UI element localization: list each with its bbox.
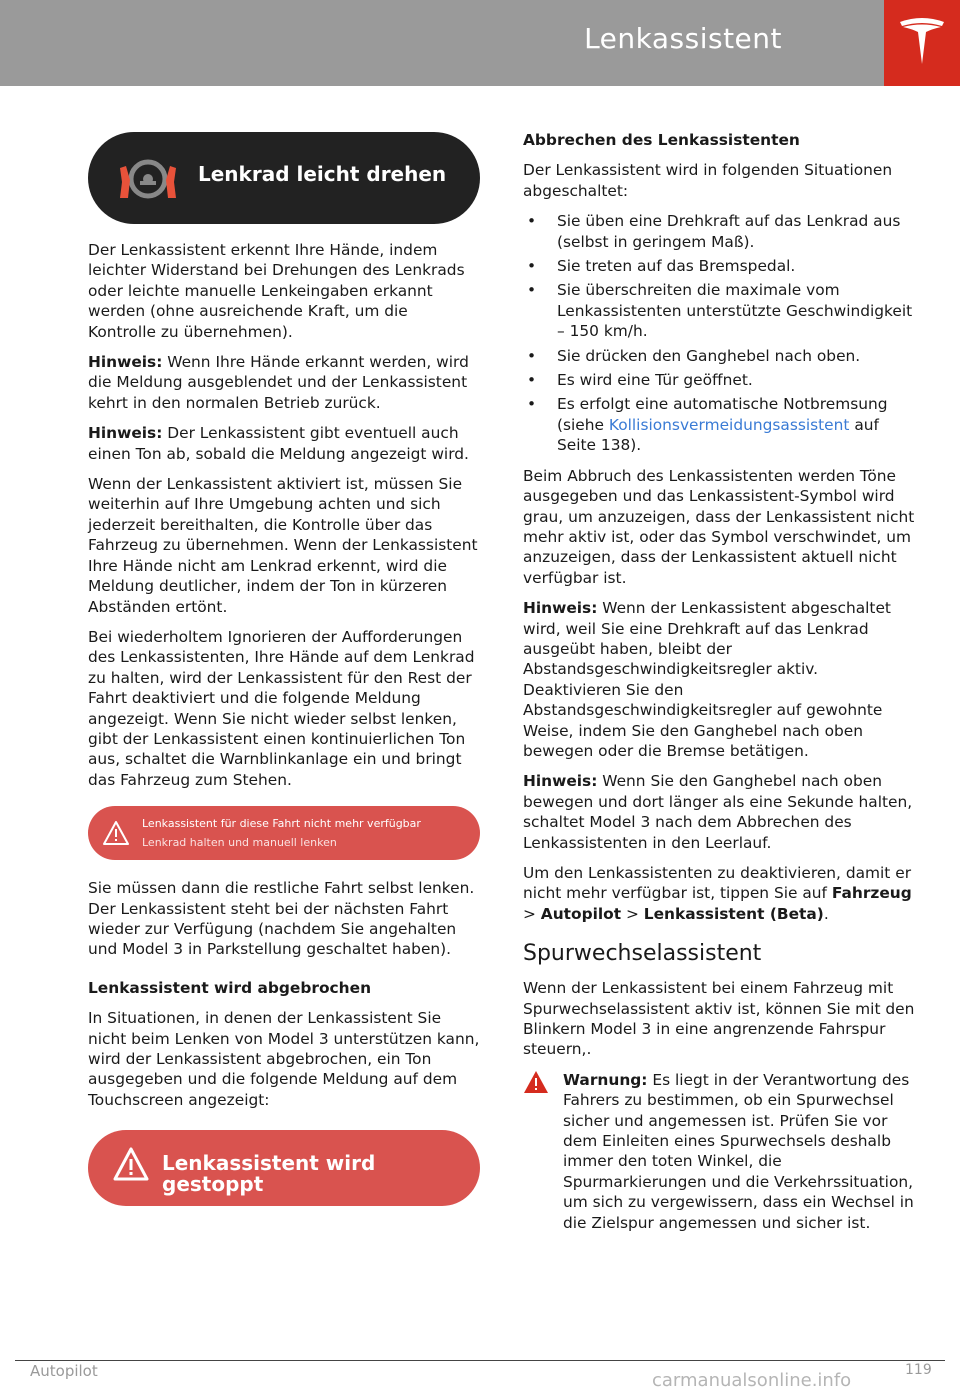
warning-triangle-icon xyxy=(112,1146,150,1182)
paragraph: In Situationen, in denen der Lenkassistent Sie nicht beim Lenken von Model 3 unterstützen kann, wird der Lenkassistent abgebrochen, ein Ton ausgegeben und die folgende Meldung auf dem Touchscreen angezeigt: xyxy=(88,1009,480,1109)
footer-section: Autopilot xyxy=(30,1362,98,1380)
left-column xyxy=(88,120,480,1206)
hands-on-wheel-banner xyxy=(88,132,480,224)
warning-triangle-icon xyxy=(102,820,130,846)
path-separator: > xyxy=(621,904,644,923)
menu-path-autopilot: Autopilot xyxy=(540,904,622,923)
paragraph: Sie müssen dann die restliche Fahrt selbst lenken. Der Lenkassistent steht bei der nächsten Fahrt wieder zur Verfügung (nachdem Sie angehalten und Model 3 in Parkstellung geschaltet haben). xyxy=(88,879,475,959)
subheading: Abbrechen des Lenkassistenten xyxy=(523,131,800,149)
banner-red-text: Lenkassistent wird gestoppt xyxy=(162,1151,376,1196)
menu-path-autosteer: Lenkassistent (Beta) xyxy=(643,904,824,923)
right-column xyxy=(523,120,915,1233)
header-title: Lenkassistent xyxy=(584,22,782,55)
menu-path-vehicle: Fahrzeug xyxy=(831,884,912,903)
path-separator: > xyxy=(523,904,541,923)
warning-icon xyxy=(523,1070,549,1094)
note-text: Wenn der Lenkassistent abgeschaltet wird, weil Sie eine Drehkraft auf das Lenkrad ausgeübt haben, bleibt der Abstandsgeschwindigkeitsregler aktiv. Deaktivieren Sie den Abstandsgeschwindigkeitsregler auf gewohnte Weise, indem Sie den Ganghebel nach oben bewegen oder die Bremse betätigen. xyxy=(523,599,891,760)
page-header xyxy=(0,0,884,86)
steering-wheel-hands-icon xyxy=(116,154,180,204)
note-label: Hinweis: xyxy=(88,353,163,372)
warning-block xyxy=(523,1070,915,1233)
paragraph: Wenn der Lenkassistent aktiviert ist, müssen Sie weiterhin auf Ihre Umgebung achten und sich jederzeit bereithalten, die Kontrolle über das Fahrzeug zu übernehmen. Wenn der Lenkassistent Ihre Hände nicht am Lenkrad erkennt, wird die Meldung deutlicher, indem der Ton in kürzeren Abständen ertönt. xyxy=(88,475,478,616)
watermark: carmanualsonline.info xyxy=(652,1370,852,1391)
list-item-text: auf Seite 138). xyxy=(557,415,879,455)
note xyxy=(523,771,915,853)
list-item: • Sie treten auf das Bremspedal. xyxy=(523,256,915,276)
list-item: • Es wird eine Tür geöffnet. xyxy=(523,370,915,390)
banner-line-2: Lenkrad halten und manuell lenken xyxy=(142,836,337,850)
banner-dark-text: Lenkrad leicht drehen xyxy=(198,162,447,186)
page-number: 119 xyxy=(905,1362,932,1378)
note xyxy=(88,352,480,413)
paragraph: Der Lenkassistent erkennt Ihre Hände, indem leichter Widerstand bei Drehungen des Lenkrads oder leichte manuelle Lenkeingaben erkannt werden (ohne ausreichende Kraft, um die Kontrolle zu übernehmen). xyxy=(88,241,465,341)
note-label: Hinweis: xyxy=(523,772,598,791)
footer-divider xyxy=(15,1360,945,1361)
paragraph: Der Lenkassistent wird in folgenden Situationen abgeschaltet: xyxy=(523,161,893,200)
note-text: Der Lenkassistent gibt eventuell auch einen Ton ab, sobald die Meldung angezeigt wird. xyxy=(88,424,469,463)
list-item xyxy=(523,394,915,455)
bullet-list xyxy=(523,211,915,455)
banner-line-1: Lenkassistent für diese Fahrt nicht mehr verfügbar xyxy=(142,817,421,831)
note-label: Hinweis: xyxy=(88,424,163,443)
paragraph: Beim Abbruch des Lenkassistenten werden Töne ausgegeben und das Lenkassistent-Symbol wird grau, um anzuzeigen, dass der Lenkassistent nicht mehr aktiv ist, oder das Symbol verschwindet, um anzuzeigen, dass der Lenkassistent aktuell nicht verfügbar ist. xyxy=(523,466,915,587)
list-item: • Sie üben eine Drehkraft auf das Lenkrad aus (selbst in geringem Maß). xyxy=(523,211,915,252)
warning-text: Es liegt in der Verantwortung des Fahrers zu bestimmen, ob ein Spurwechsel sicher und angemessen ist. Prüfen Sie vor dem Einleiten eines Spurwechsels deshalb immer den toten Winkel, die Spurmarkierungen und die Verkehrssituation, um sich zu vergewissern, dass ein Wechsel in die Zielspur angemessen und sicher ist. xyxy=(563,1070,914,1232)
note-text: Wenn Ihre Hände erkannt werden, wird die Meldung ausgeblendet und der Lenkassistent kehrt in den normalen Betrieb zurück. xyxy=(88,353,469,412)
collision-avoidance-link[interactable]: Kollisionsvermeidungsassistent xyxy=(608,415,850,434)
text-fragment: . xyxy=(823,904,829,923)
list-item: • Sie drücken den Ganghebel nach oben. xyxy=(523,346,915,366)
note xyxy=(88,423,480,464)
list-item: • Sie überschreiten die maximale vom Lenkassistenten unterstützte Geschwindigkeit – 150 km/h. xyxy=(523,280,915,341)
note-text: Wenn Sie den Ganghebel nach oben bewegen und dort länger als eine Sekunde halten, schaltet Model 3 nach dem Abbrechen des Lenkassistenten in den Leerlauf. xyxy=(523,772,913,852)
list-item-text: Es erfolgt eine automatische Notbremsung (siehe xyxy=(557,395,888,434)
tesla-logo xyxy=(884,0,960,86)
text-fragment: Um den Lenkassistenten zu deaktivieren, damit er nicht mehr verfügbar ist, tippen Sie auf xyxy=(523,864,912,903)
warning-label: Warnung: xyxy=(563,1070,648,1089)
paragraph: Wenn der Lenkassistent bei einem Fahrzeug mit Spurwechselassistent aktiv ist, können Sie mit den Blinkern Model 3 in eine angrenzende Fahrspur steuern,. xyxy=(523,979,915,1059)
note xyxy=(523,598,915,761)
paragraph: Bei wiederholtem Ignorieren der Aufforderungen des Lenkassistenten, Ihre Hände auf dem Lenkrad zu halten, wird der Lenkassistent für den Rest der Fahrt deaktiviert und die folgende Meldung angezeigt. Wenn Sie nicht wieder selbst lenken, gibt der Lenkassistent einen kontinuierlichen Ton aus, schaltet die Warnblinkanlage ein und bringt das Fahrzeug zum Stehen. xyxy=(88,627,475,789)
tesla-logo-icon xyxy=(897,16,947,70)
unavailable-banner xyxy=(88,806,480,860)
note-label: Hinweis: xyxy=(523,599,598,618)
paragraph xyxy=(523,863,915,924)
subheading: Lenkassistent wird abgebrochen xyxy=(88,978,372,997)
stopping-banner xyxy=(88,1130,480,1206)
section-title: Spurwechselassistent xyxy=(523,941,762,967)
